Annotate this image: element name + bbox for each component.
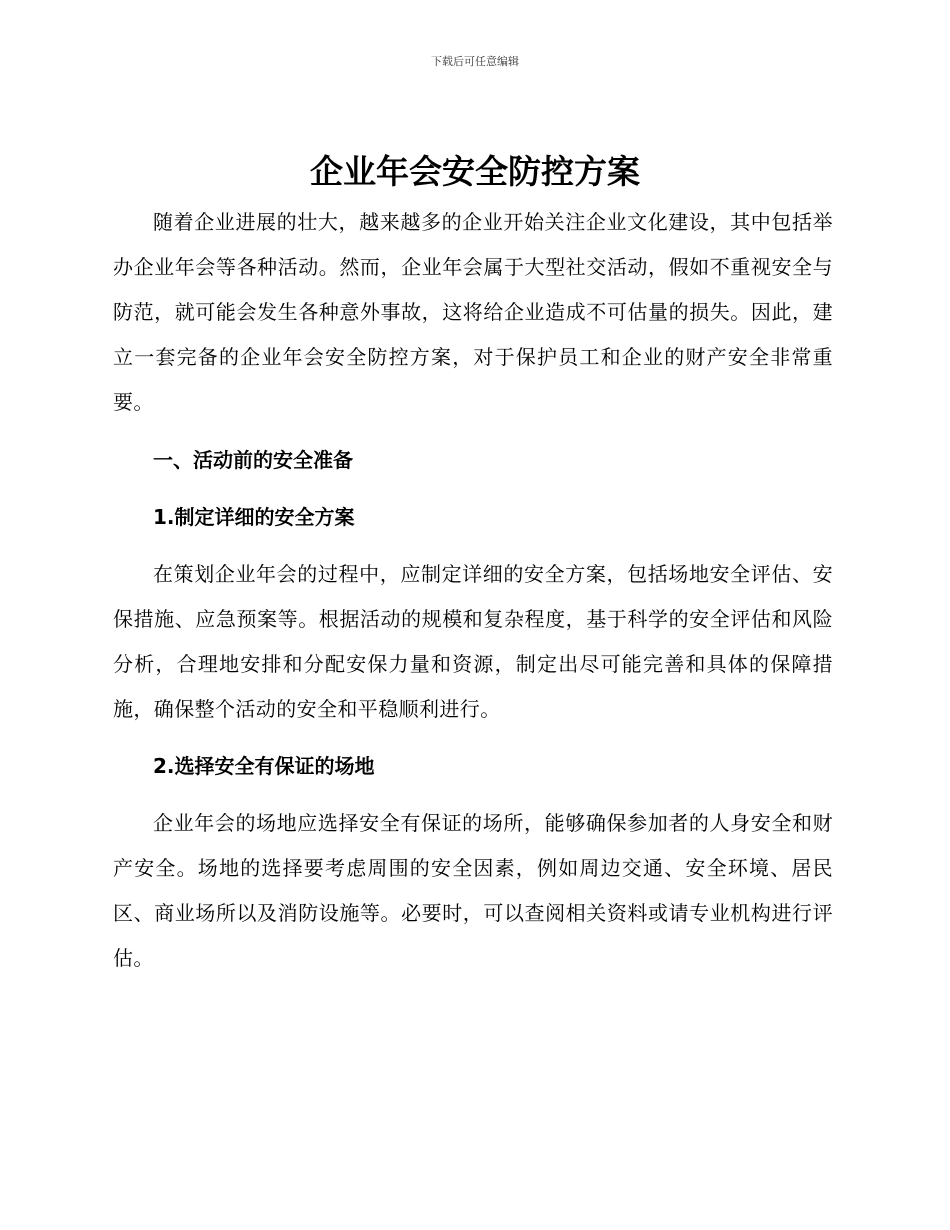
subsection-paragraph-2: 企业年会的场地应选择安全有保证的场所，能够确保参加者的人身安全和财产安全。场地的选择要考虑周围的安全因素，例如周边交通、安全环境、居民区、商业场所以及消防设施等。必要时，可以查阅相关资料或请专业机构进行评估。 [113, 811, 833, 970]
spacer [113, 732, 833, 744]
header-note: 下载后可任意编辑 [431, 55, 519, 68]
intro-paragraph: 随着企业进展的壮大，越来越多的企业开始关注企业文化建设，其中包括举办企业年会等各种活动。然而，企业年会属于大型社交活动，假如不重视安全与防范，就可能会发生各种意外事故，这将给企业造成不可估量的损失。因此，建立一套完备的企业年会安全防控方案，对于保护员工和企业的财产安全非常重要。 [113, 210, 833, 414]
subsection-heading-2: 2.选择安全有保证的场地 [153, 754, 375, 778]
spacer [113, 425, 833, 438]
spacer [113, 540, 833, 552]
spacer [113, 483, 833, 495]
section-heading: 一、活动前的安全准备 [153, 448, 353, 472]
subsection-heading-1: 1.制定详细的安全方案 [153, 505, 355, 529]
spacer [113, 789, 833, 801]
document-body [113, 200, 833, 981]
document-title: 企业年会安全防控方案 [310, 152, 640, 191]
subsection-paragraph-1: 在策划企业年会的过程中，应制定详细的安全方案，包括场地安全评估、安保措施、应急预案等。根据活动的规模和复杂程度，基于科学的安全评估和风险分析，合理地安排和分配安保力量和资源，制定出尽可能完善和具体的保障措施，确保整个活动的安全和平稳顺利进行。 [113, 562, 833, 721]
